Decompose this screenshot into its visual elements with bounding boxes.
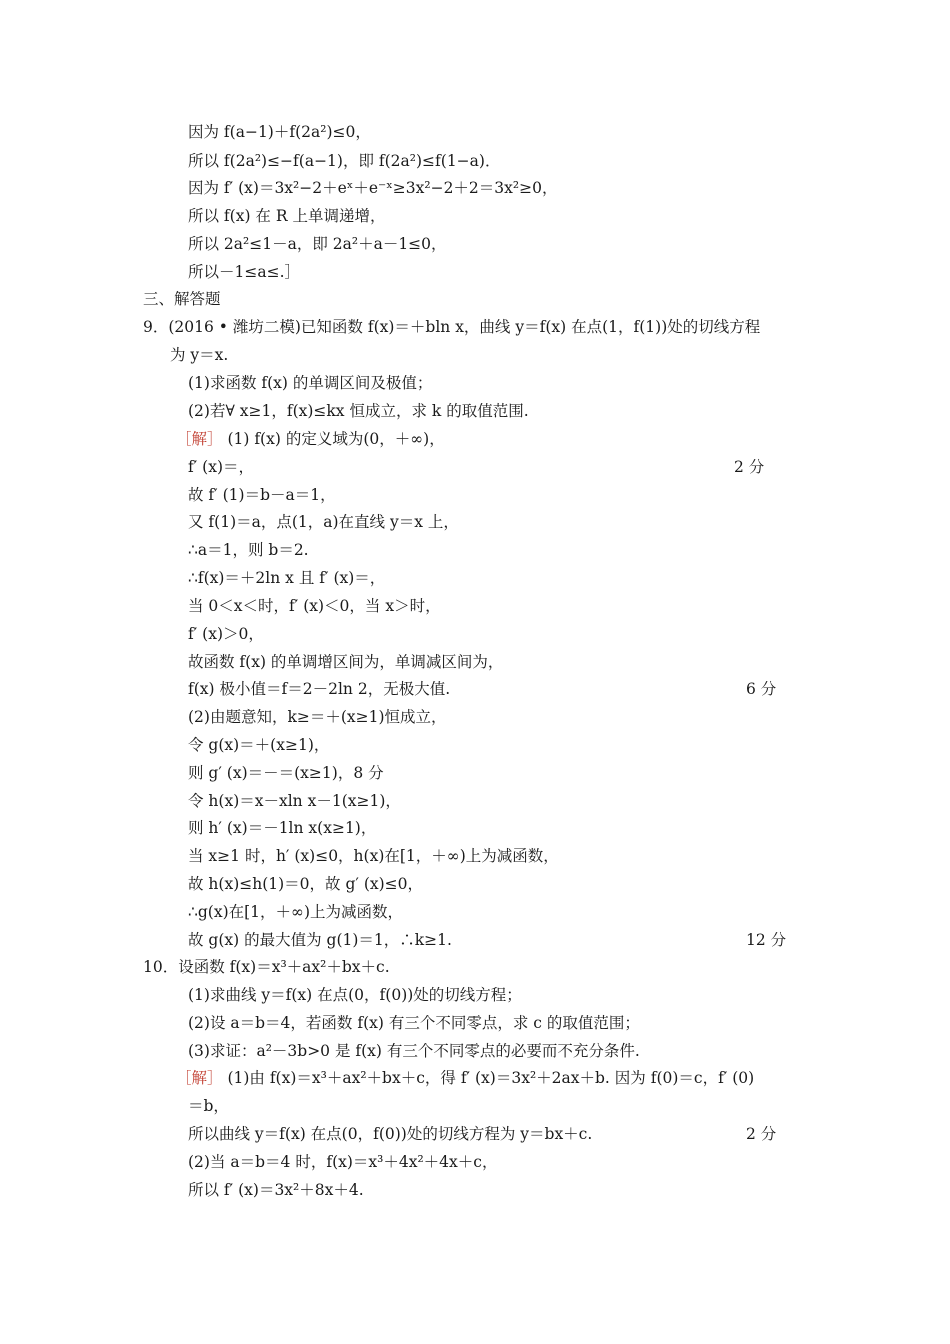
line-text: f(x) 极小值＝f＝2－2ln 2，无极大值. — [188, 680, 451, 698]
line-text: 故 f′ (1)＝b－a＝1， — [188, 486, 336, 504]
text-line — [0, 592, 950, 620]
solution-text: (1)由 f(x)＝x³＋ax²＋bx＋c，得 f′ (x)＝3x²＋2ax＋b. 因为 f(0)＝c，f′ (0) — [222, 1069, 755, 1087]
solution-line — [0, 1064, 950, 1092]
line-text: 9．(2016 • 潍坊二模)已知函数 f(x)＝＋bln x，曲线 y＝f(x) 在点(1，f(1))处的切线方程 — [143, 318, 761, 336]
line-text: (2)设 a＝b＝4，若函数 f(x) 有三个不同零点，求 c 的取值范围； — [188, 1014, 640, 1032]
solution-mark: ［解］ — [176, 1069, 223, 1087]
text-line — [0, 258, 950, 286]
text-line — [0, 648, 950, 676]
text-line — [0, 1148, 950, 1176]
text-line — [0, 564, 950, 592]
line-text: f′ (x)＝， — [188, 458, 255, 476]
line-text: (2)由题意知，k≥＝＋(x≥1)恒成立， — [188, 708, 447, 726]
line-text: (3)求证：a²－3b>0 是 f(x) 有三个不同零点的必要而不充分条件. — [188, 1042, 640, 1060]
score-label: 6 分 — [746, 680, 777, 698]
score-label: 2 分 — [734, 458, 765, 476]
score-label: 12 分 — [746, 931, 787, 949]
line-text: 令 g(x)＝＋(x≥1)， — [188, 736, 330, 754]
line-text: 10．设函数 f(x)＝x³＋ax²＋bx＋c. — [143, 958, 390, 976]
line-text: 当 0＜x＜时，f′ (x)＜0，当 x＞时， — [188, 597, 441, 615]
line-text: 故函数 f(x) 的单调增区间为，单调减区间为， — [188, 653, 504, 671]
text-line — [0, 118, 950, 146]
line-text: 又 f(1)＝a，点(1，a)在直线 y＝x 上， — [188, 513, 459, 531]
line-text: 故 h(x)≤h(1)＝0，故 g′ (x)≤0， — [188, 875, 424, 893]
text-line — [0, 898, 950, 926]
line-text: ＝b， — [188, 1097, 229, 1115]
line-text: (1)求函数 f(x) 的单调区间及极值； — [188, 374, 433, 392]
text-line — [0, 147, 950, 175]
text-line — [0, 675, 950, 703]
text-line — [0, 703, 950, 731]
text-line — [0, 870, 950, 898]
text-line — [0, 1037, 950, 1065]
line-text: 所以 f(2a²)≤−f(a−1)，即 f(2a²)≤f(1−a)． — [188, 152, 501, 170]
line-text: ∴a＝1，则 b＝2. — [188, 541, 309, 559]
text-line — [0, 981, 950, 1009]
line-text: 所以 f′ (x)＝3x²＋8x＋4. — [188, 1181, 364, 1199]
text-line — [0, 174, 950, 202]
text-line — [0, 369, 950, 397]
text-line — [0, 759, 950, 787]
text-line — [0, 508, 950, 536]
line-text: 故 g(x) 的最大值为 g(1)＝1，∴k≥1. — [188, 931, 452, 949]
text-line — [0, 453, 950, 481]
line-text: 所以 f(x) 在 R 上单调递增， — [188, 207, 386, 225]
solution-text: (1) f(x) 的定义域为(0，＋∞)， — [222, 430, 445, 448]
line-text: 因为 f′ (x)＝3x²−2＋eˣ＋e⁻ˣ≥3x²−2＋2＝3x²≥0， — [188, 179, 558, 197]
text-line — [0, 1009, 950, 1037]
text-line — [0, 814, 950, 842]
line-text: (2)若∀ x≥1，f(x)≤kx 恒成立，求 k 的取值范围. — [188, 402, 529, 420]
text-line — [0, 481, 950, 509]
text-line — [0, 1092, 950, 1120]
text-line — [0, 842, 950, 870]
line-text: 则 g′ (x)＝－＝(x≥1)，8 分 — [188, 764, 384, 782]
text-line — [0, 202, 950, 230]
line-text: (2)当 a＝b＝4 时，f(x)＝x³＋4x²＋4x＋c， — [188, 1153, 498, 1171]
text-line — [0, 230, 950, 258]
text-line — [0, 536, 950, 564]
line-text: 三、解答题 — [143, 290, 221, 308]
line-text: 当 x≥1 时，h′ (x)≤0，h(x)在[1，＋∞)上为减函数， — [188, 847, 559, 865]
line-text: ∴g(x)在[1，＋∞)上为减函数， — [188, 903, 403, 921]
line-text: 所以－1≤a≤.］ — [188, 263, 301, 281]
text-line — [0, 926, 950, 954]
line-text: 则 h′ (x)＝－1ln x(x≥1)， — [188, 819, 377, 837]
line-text: 所以 2a²≤1－a，即 2a²＋a－1≤0， — [188, 235, 447, 253]
text-line — [0, 731, 950, 759]
line-text: f′ (x)＞0， — [188, 625, 264, 643]
solution-line — [0, 425, 950, 453]
line-text: 因为 f(a−1)＋f(2a²)≤0， — [188, 123, 371, 141]
problem-10-statement — [0, 953, 950, 981]
text-line — [0, 1176, 950, 1204]
text-line — [0, 341, 950, 369]
line-text: 所以曲线 y＝f(x) 在点(0，f(0))处的切线方程为 y＝bx＋c. — [188, 1125, 593, 1143]
problem-9-statement — [0, 313, 950, 341]
text-line — [0, 787, 950, 815]
line-text — [176, 1064, 754, 1092]
text-line — [0, 620, 950, 648]
line-text: (1)求曲线 y＝f(x) 在点(0，f(0))处的切线方程； — [188, 986, 522, 1004]
text-line — [0, 397, 950, 425]
score-label: 2 分 — [746, 1125, 777, 1143]
line-text: ∴f(x)＝＋2ln x 且 f′ (x)＝， — [188, 569, 386, 587]
line-text: 为 y＝x. — [170, 346, 229, 364]
line-text — [176, 425, 445, 453]
section-heading — [0, 285, 950, 313]
solution-mark: ［解］ — [176, 430, 223, 448]
line-text: 令 h(x)＝x－xln x－1(x≥1)， — [188, 792, 401, 810]
text-line — [0, 1120, 950, 1148]
